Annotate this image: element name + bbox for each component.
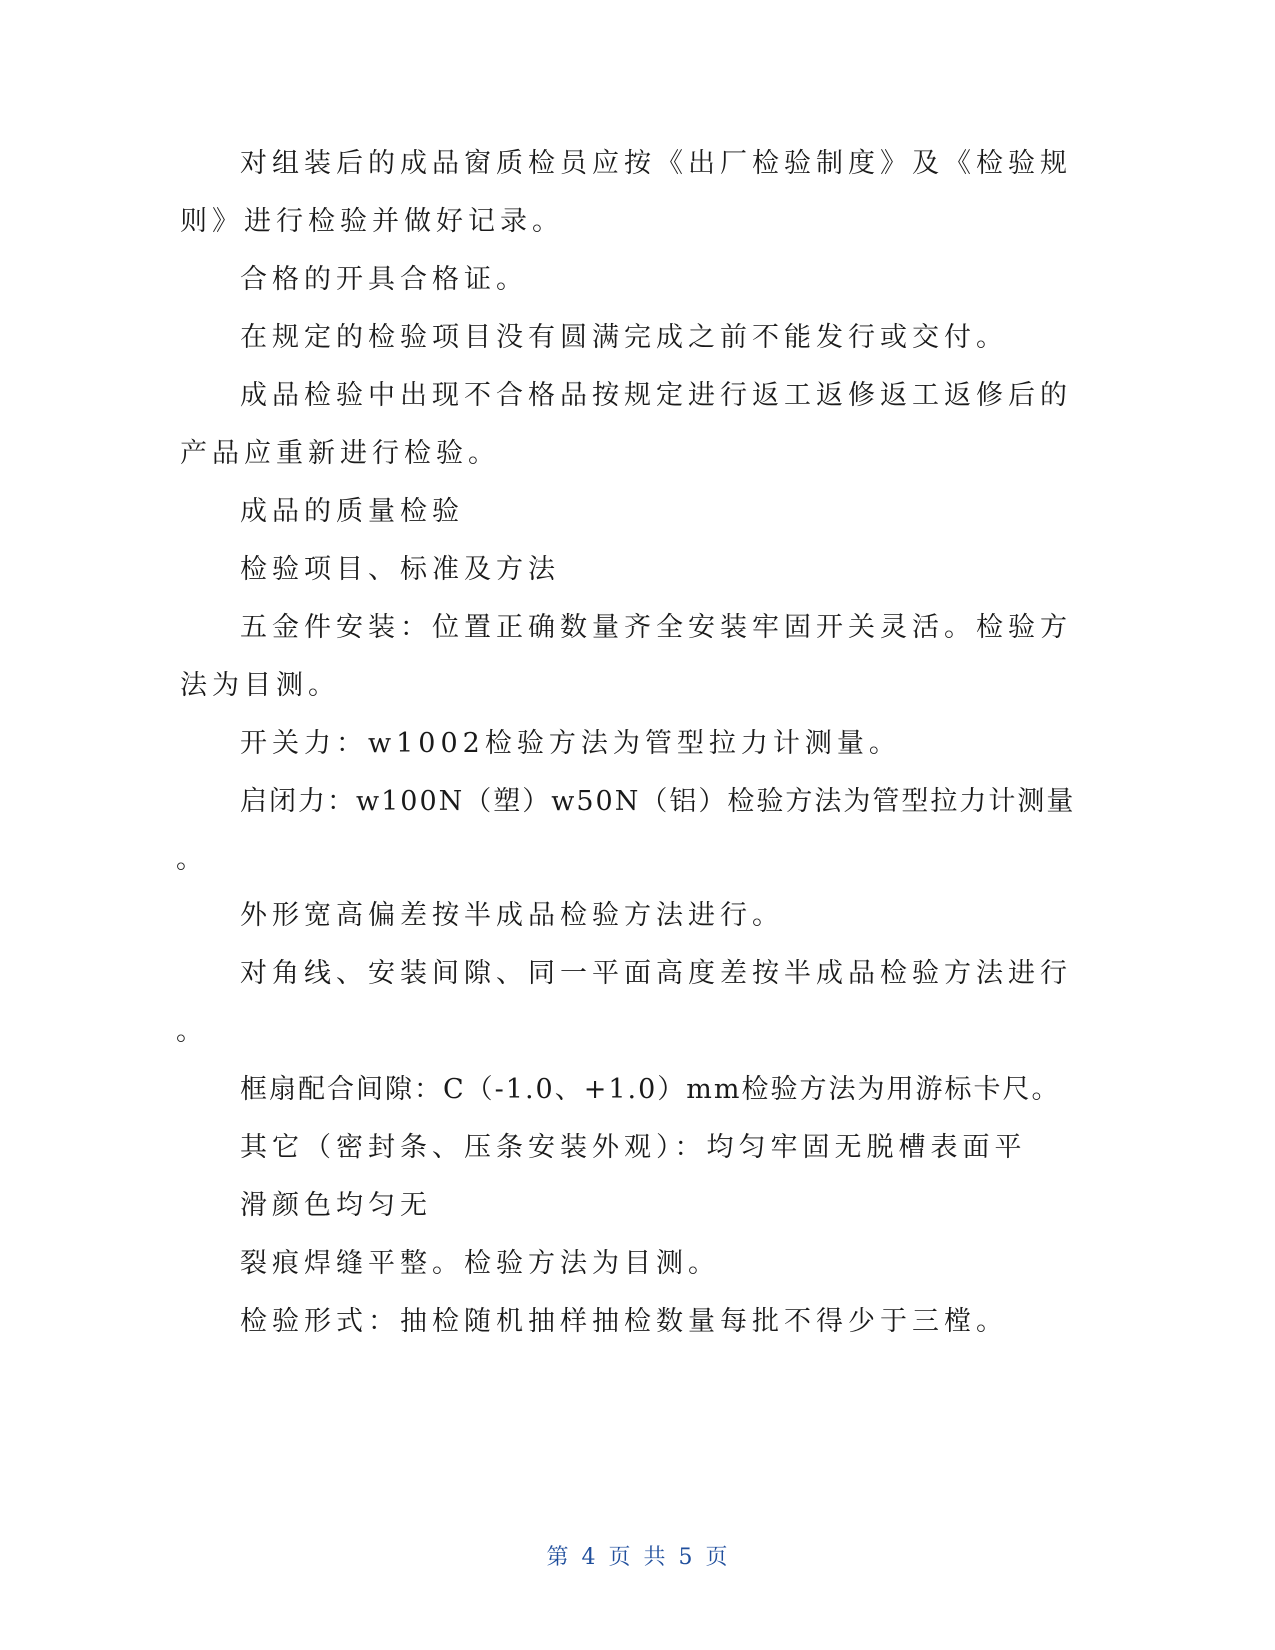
total-pages-number: 5 [678,1545,694,1570]
text-line-7: 成品的质量检验 [240,496,464,527]
text-line-19: 滑颜色均匀无 [240,1190,432,1221]
text-line-13: 。 [176,844,208,875]
text-line-5: 成品检验中出现不合格品按规定进行返工返修返工返修后的 [240,380,1072,411]
text-line-2: 则》进行检验并做好记录。 [180,206,564,237]
text-line-1: 对组装后的成品窗质检员应按《出厂检验制度》及《检验规 [240,148,1072,179]
text-line-14: 外形宽高偏差按半成品检验方法进行。 [240,900,784,931]
text-line-4: 在规定的检验项目没有圆满完成之前不能发行或交付。 [240,322,1008,353]
footer-total-prefix: 共 [643,1545,667,1570]
text-line-10: 法为目测。 [180,670,340,701]
text-line-8: 检验项目、标准及方法 [240,554,560,585]
footer-suffix: 页 [705,1545,729,1570]
footer-page-label: 页 [608,1545,632,1570]
text-line-17: 框扇配合间隙：C（-1.0、+1.0）mm检验方法为用游标卡尺。 [240,1074,1061,1105]
footer-prefix: 第 [546,1545,570,1570]
page-number-footer [0,1540,1275,1571]
text-line-21: 检验形式：抽检随机抽样抽检数量每批不得少于三樘。 [240,1306,1008,1337]
text-line-11: 开关力：w1002检验方法为管型拉力计测量。 [240,728,901,759]
text-line-18: 其它（密封条、压条安装外观）：均匀牢固无脱槽表面平 [240,1132,1027,1163]
text-line-3: 合格的开具合格证。 [240,264,528,295]
text-line-20: 裂痕焊缝平整。检验方法为目测。 [240,1248,720,1279]
text-line-15: 对角线、安装间隙、同一平面高度差按半成品检验方法进行 [240,958,1072,989]
text-line-6: 产品应重新进行检验。 [180,438,500,469]
text-line-12: 启闭力：w100N（塑）w50N（铝）检验方法为管型拉力计测量 [240,786,1076,817]
text-line-16: 。 [176,1016,208,1047]
text-line-9: 五金件安装：位置正确数量齐全安装牢固开关灵活。检验方 [240,612,1072,643]
current-page-number: 4 [581,1545,597,1570]
